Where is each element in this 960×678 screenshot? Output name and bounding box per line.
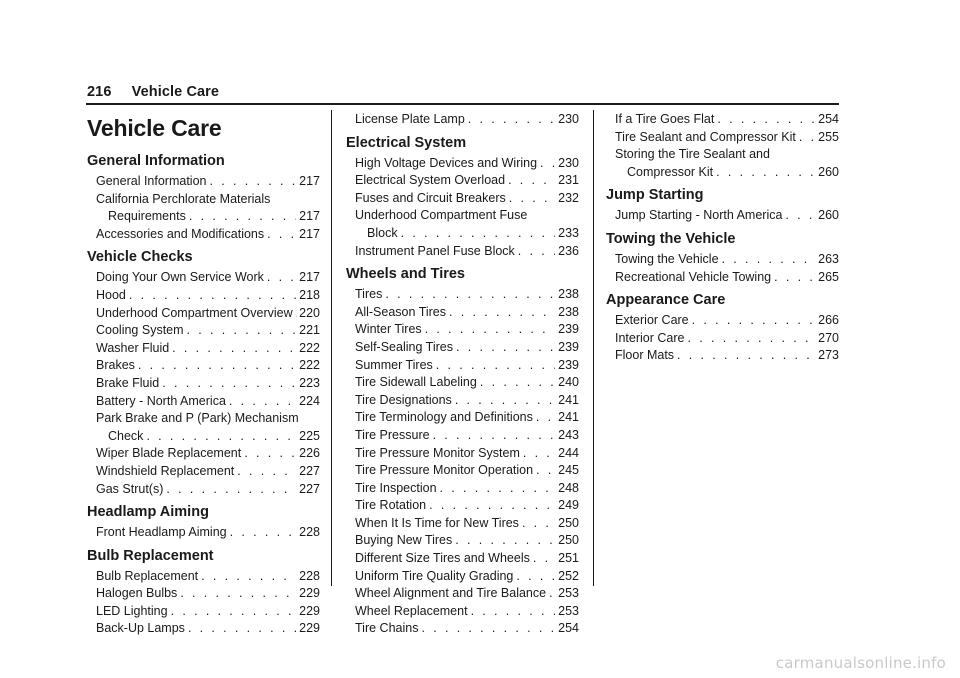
header-title: Vehicle Care xyxy=(131,84,220,100)
section-heading: Bulb Replacement xyxy=(87,547,214,564)
toc-entry-title: Tire Sealant and Compressor Kit xyxy=(615,129,796,144)
section-heading: Towing the Vehicle xyxy=(606,230,736,247)
toc-page-number: 245 xyxy=(558,463,579,478)
toc-page-number: 217 xyxy=(299,226,320,241)
toc-page-number: 265 xyxy=(818,269,839,284)
toc-entry[interactable] xyxy=(87,173,320,191)
toc-page-number: 222 xyxy=(299,358,320,373)
toc-column-1 xyxy=(87,110,320,644)
dot-leader xyxy=(540,155,555,173)
toc-page-number: 229 xyxy=(299,586,320,601)
toc-section xyxy=(87,504,320,542)
toc-entry-title: Doing Your Own Service Work xyxy=(96,270,264,285)
dot-leader xyxy=(201,568,296,586)
dot-leader xyxy=(480,374,555,392)
toc-page-number: 229 xyxy=(299,603,320,618)
toc-entry-title: Battery - North America xyxy=(96,393,226,408)
toc-entry-title: Fuses and Circuit Breakers xyxy=(355,190,506,205)
toc-entry[interactable] xyxy=(606,129,839,147)
toc-entry[interactable] xyxy=(87,357,320,375)
toc-entry[interactable] xyxy=(87,322,320,340)
toc-entry-title: Bulb Replacement xyxy=(96,568,199,583)
toc-page-number: 221 xyxy=(299,323,320,338)
toc-entry[interactable] xyxy=(87,340,320,358)
toc-entry[interactable] xyxy=(87,287,320,305)
toc-section xyxy=(606,231,839,286)
toc-entry[interactable] xyxy=(346,585,579,603)
toc-page-number: 253 xyxy=(558,603,579,618)
dot-leader xyxy=(189,208,296,226)
toc-page-number: 239 xyxy=(558,339,579,354)
dot-leader xyxy=(785,207,815,225)
toc-entry-title: Tire Pressure Monitor System xyxy=(355,445,520,460)
toc-page-number: 228 xyxy=(299,568,320,583)
toc-page-number: 228 xyxy=(299,525,320,540)
dot-leader xyxy=(516,568,555,586)
toc-entry[interactable] xyxy=(606,312,839,330)
dot-leader xyxy=(385,286,555,304)
toc-page-number: 222 xyxy=(299,340,320,355)
toc-section xyxy=(87,153,320,243)
dot-leader xyxy=(209,173,296,191)
toc-entry-title: If a Tire Goes Flat xyxy=(615,112,715,126)
toc-section xyxy=(606,292,839,365)
toc-entry-title: Brake Fluid xyxy=(96,375,160,390)
dot-leader xyxy=(162,375,296,393)
toc-page-number: 226 xyxy=(299,446,320,461)
section-heading: Jump Starting xyxy=(606,187,704,204)
section-heading: Wheels and Tires xyxy=(346,266,465,283)
toc-entry[interactable] xyxy=(87,524,320,542)
toc-section xyxy=(606,187,839,225)
dot-leader xyxy=(687,330,815,348)
toc-entry[interactable] xyxy=(346,392,579,410)
toc-entry[interactable] xyxy=(606,111,839,129)
toc-entry[interactable] xyxy=(606,330,839,348)
toc-page-number: 231 xyxy=(558,173,579,188)
section-heading: Electrical System xyxy=(346,134,467,151)
toc-entry-title: Winter Tires xyxy=(355,322,422,337)
toc-entry-title-cont: Requirements xyxy=(108,209,186,224)
toc-page-number: 251 xyxy=(558,551,579,566)
toc-page-number: 218 xyxy=(299,287,320,302)
dot-leader xyxy=(716,164,815,182)
dot-leader xyxy=(536,462,555,480)
section-heading: Appearance Care xyxy=(606,292,726,309)
toc-entry[interactable] xyxy=(87,620,320,638)
dot-leader xyxy=(774,269,815,287)
toc-entry[interactable] xyxy=(346,532,579,550)
dot-leader xyxy=(717,111,815,129)
toc-page-number: 217 xyxy=(299,174,320,188)
dot-leader xyxy=(455,532,555,550)
dot-leader xyxy=(536,409,555,427)
toc-page-number: 260 xyxy=(818,208,839,223)
toc-entry[interactable] xyxy=(346,111,579,129)
dot-leader xyxy=(180,585,296,603)
toc-entry-title: High Voltage Devices and Wiring xyxy=(355,155,538,170)
toc-page-number: 230 xyxy=(558,155,579,170)
toc-entry[interactable] xyxy=(346,374,579,392)
toc-page-number: 232 xyxy=(558,190,579,205)
toc-entry-title: LED Lighting xyxy=(96,603,168,618)
toc-column-3 xyxy=(606,111,839,371)
toc-page-number: 230 xyxy=(558,112,579,126)
dot-leader xyxy=(188,620,296,638)
toc-entry[interactable] xyxy=(87,463,320,481)
dot-leader xyxy=(692,312,816,330)
toc-entry[interactable] xyxy=(346,321,579,339)
toc-entry[interactable] xyxy=(606,146,839,181)
dot-leader xyxy=(522,515,555,533)
toc-section xyxy=(87,548,320,638)
dot-leader xyxy=(449,304,555,322)
dot-leader xyxy=(471,603,556,621)
toc-entry-title: Tire Terminology and Definitions xyxy=(355,410,533,425)
column-divider-1 xyxy=(331,110,332,586)
toc-page-number: 266 xyxy=(818,313,839,328)
dot-leader xyxy=(518,243,555,261)
toc-entry[interactable] xyxy=(346,550,579,568)
dot-leader xyxy=(421,620,555,638)
toc-section xyxy=(87,249,320,498)
toc-entry[interactable] xyxy=(346,286,579,304)
toc-entry[interactable] xyxy=(346,462,579,480)
toc-entry-title: General Information xyxy=(96,174,207,188)
toc-page-number: 227 xyxy=(299,463,320,478)
toc-entry[interactable] xyxy=(87,226,320,244)
toc-entry-title: Tire Inspection xyxy=(355,480,437,495)
toc-entry-title: Front Headlamp Aiming xyxy=(96,525,227,540)
toc-entry-title: Halogen Bulbs xyxy=(96,586,178,601)
dot-leader xyxy=(509,190,555,208)
toc-section xyxy=(346,266,579,638)
dot-leader xyxy=(799,129,815,147)
toc-page-number: 244 xyxy=(558,445,579,460)
toc-entry-title: Towing the Vehicle xyxy=(615,251,719,266)
toc-entry[interactable] xyxy=(346,603,579,621)
section-heading: General Information xyxy=(87,153,225,169)
toc-entry[interactable] xyxy=(346,515,579,533)
toc-entry-title: When It Is Time for New Tires xyxy=(355,515,519,530)
toc-entry-title: Gas Strut(s) xyxy=(96,481,164,496)
toc-entry-title: Storing the Tire Sealant and xyxy=(615,147,770,162)
toc-page-number: 260 xyxy=(818,164,839,179)
toc-entry-title: Tire Pressure xyxy=(355,427,430,442)
toc-entry-title: Underhood Compartment Overview xyxy=(96,305,293,320)
toc-entry-title-cont: Check xyxy=(108,428,144,443)
toc-entry-title: Park Brake and P (Park) Mechanism xyxy=(96,411,299,426)
dot-leader xyxy=(172,340,296,358)
toc-entry[interactable] xyxy=(346,620,579,638)
toc-entry-title: Back-Up Lamps xyxy=(96,621,185,636)
toc-entry-title: Uniform Tire Quality Grading xyxy=(355,568,514,583)
dot-leader xyxy=(237,463,296,481)
toc-entry-title: Jump Starting - North America xyxy=(615,208,783,223)
toc-entry-title: Electrical System Overload xyxy=(355,173,506,188)
toc-page-number: 273 xyxy=(818,348,839,363)
toc-entry[interactable] xyxy=(346,339,579,357)
toc-page-number: 217 xyxy=(299,209,320,224)
toc-entry[interactable] xyxy=(87,393,320,411)
toc-page-number: 270 xyxy=(818,330,839,345)
toc-page-number: 236 xyxy=(558,243,579,258)
toc-entry-title: Buying New Tires xyxy=(355,533,453,548)
toc-page-number: 249 xyxy=(558,498,579,513)
toc-entry-title: Hood xyxy=(96,287,126,302)
toc-entry-title: All-Season Tires xyxy=(355,304,447,319)
toc-entry-title: Tires xyxy=(355,287,383,302)
dot-leader xyxy=(455,392,555,410)
toc-entry[interactable] xyxy=(606,207,839,225)
dot-leader xyxy=(146,428,296,446)
page-number: 216 xyxy=(87,84,112,100)
toc-entry[interactable] xyxy=(87,410,320,445)
toc-page-number: 225 xyxy=(299,428,320,443)
toc-section xyxy=(606,111,839,181)
dot-leader xyxy=(267,226,296,244)
dot-leader xyxy=(440,480,556,498)
dot-leader xyxy=(549,585,555,603)
toc-page-number: 217 xyxy=(299,270,320,285)
toc-page-number: 223 xyxy=(299,375,320,390)
toc-entry[interactable] xyxy=(346,357,579,375)
toc-entry[interactable] xyxy=(346,304,579,322)
toc-entry-title: Tire Chains xyxy=(355,621,419,636)
toc-entry[interactable] xyxy=(346,568,579,586)
dot-leader xyxy=(229,393,296,411)
toc-column-2 xyxy=(346,111,579,644)
toc-page-number: 238 xyxy=(558,304,579,319)
dot-leader xyxy=(267,269,296,287)
chapter-title: Vehicle Care xyxy=(87,115,222,141)
toc-entry[interactable] xyxy=(87,481,320,499)
toc-entry[interactable] xyxy=(346,445,579,463)
toc-entry[interactable] xyxy=(346,497,579,515)
toc-entry[interactable] xyxy=(87,191,320,226)
toc-entry-title: California Perchlorate Materials xyxy=(96,191,271,206)
toc-entry-title: Washer Fluid xyxy=(96,340,170,355)
toc-page-number: 250 xyxy=(558,533,579,548)
toc-entry-title-cont: Block xyxy=(367,225,398,240)
dot-leader xyxy=(677,347,815,365)
toc-entry[interactable] xyxy=(346,190,579,208)
toc-page-number: 239 xyxy=(558,357,579,372)
toc-page-number: 227 xyxy=(299,481,320,496)
toc-page-number: 241 xyxy=(558,410,579,425)
toc-section xyxy=(346,111,579,129)
toc-entry-title: Exterior Care xyxy=(615,313,689,328)
toc-page-number: 263 xyxy=(818,251,839,266)
toc-entry[interactable] xyxy=(346,207,579,242)
toc-section xyxy=(346,135,579,261)
toc-entry-title: Recreational Vehicle Towing xyxy=(615,269,772,284)
toc-entry-title: Tire Rotation xyxy=(355,498,427,513)
toc-entry[interactable] xyxy=(346,172,579,190)
dot-leader xyxy=(425,321,555,339)
toc-entry[interactable] xyxy=(87,585,320,603)
toc-entry-title: Underhood Compartment Fuse xyxy=(355,208,528,223)
toc-page-number: 241 xyxy=(558,392,579,407)
dot-leader xyxy=(436,357,555,375)
toc-entry-title: Summer Tires xyxy=(355,357,433,372)
toc-page-number: 220 xyxy=(299,305,320,320)
dot-leader xyxy=(429,497,555,515)
toc-entry[interactable] xyxy=(87,603,320,621)
toc-page-number: 240 xyxy=(558,375,579,390)
toc-page-number: 254 xyxy=(818,112,839,126)
toc-page-number: 239 xyxy=(558,322,579,337)
dot-leader xyxy=(456,339,555,357)
dot-leader xyxy=(468,111,555,129)
toc-entry-title: Instrument Panel Fuse Block xyxy=(355,243,515,258)
toc-page-number: 252 xyxy=(558,568,579,583)
dot-leader xyxy=(138,357,296,375)
watermark: carmanualsonline.info xyxy=(775,654,946,672)
toc-entry-title: Tire Sidewall Labeling xyxy=(355,375,477,390)
toc-entry[interactable] xyxy=(87,269,320,287)
toc-entry[interactable] xyxy=(87,445,320,463)
dot-leader xyxy=(171,603,297,621)
toc-page-number: 243 xyxy=(558,427,579,442)
toc-page-number: 233 xyxy=(558,225,579,240)
toc-page-number: 253 xyxy=(558,586,579,601)
dot-leader xyxy=(433,427,556,445)
toc-page-number: 224 xyxy=(299,393,320,408)
toc-entry-title: Wiper Blade Replacement xyxy=(96,446,242,461)
toc-entry-title: Tire Pressure Monitor Operation xyxy=(355,463,534,478)
toc-entry[interactable] xyxy=(346,155,579,173)
toc-entry-title: Brakes xyxy=(96,358,135,373)
toc-entry-title: Windshield Replacement xyxy=(96,463,235,478)
dot-leader xyxy=(129,287,296,305)
toc-entry-title: Wheel Alignment and Tire Balance xyxy=(355,586,547,601)
toc-entry[interactable] xyxy=(346,409,579,427)
toc-page-number: 250 xyxy=(558,515,579,530)
dot-leader xyxy=(296,305,297,323)
toc-entry[interactable] xyxy=(606,347,839,365)
toc-entry[interactable] xyxy=(346,243,579,261)
dot-leader xyxy=(523,445,555,463)
column-divider-2 xyxy=(593,110,594,586)
toc-entry-title: Floor Mats xyxy=(615,348,675,363)
dot-leader xyxy=(401,225,556,243)
toc-entry-title: Interior Care xyxy=(615,330,685,345)
dot-leader xyxy=(508,172,555,190)
toc-entry[interactable] xyxy=(606,251,839,269)
dot-leader xyxy=(722,251,816,269)
toc-entry[interactable] xyxy=(87,375,320,393)
toc-entry-title: Cooling System xyxy=(96,323,184,338)
dot-leader xyxy=(230,524,297,542)
toc-entry-title: Accessories and Modifications xyxy=(96,226,265,241)
toc-entry[interactable] xyxy=(346,427,579,445)
toc-page-number: 255 xyxy=(818,129,839,144)
toc-page-number: 254 xyxy=(558,621,579,636)
toc-entry[interactable] xyxy=(87,568,320,586)
toc-entry-title: Wheel Replacement xyxy=(355,603,468,618)
dot-leader xyxy=(244,445,296,463)
toc-page-number: 229 xyxy=(299,621,320,636)
section-heading: Vehicle Checks xyxy=(87,249,193,266)
toc-entry-title-cont: Compressor Kit xyxy=(627,164,714,179)
toc-entry-title: Different Size Tires and Wheels xyxy=(355,551,530,566)
dot-leader xyxy=(166,481,296,499)
toc-entry-title: Tire Designations xyxy=(355,392,452,407)
section-heading: Headlamp Aiming xyxy=(87,504,209,521)
toc-entry[interactable] xyxy=(606,269,839,287)
toc-page-number: 238 xyxy=(558,287,579,302)
dot-leader xyxy=(533,550,555,568)
toc-entry[interactable] xyxy=(87,305,320,323)
header-rule xyxy=(86,103,839,105)
toc-entry-title: Self-Sealing Tires xyxy=(355,339,453,354)
toc-page-number: 248 xyxy=(558,480,579,495)
page-header xyxy=(87,84,219,100)
toc-entry[interactable] xyxy=(346,480,579,498)
toc-entry-title: License Plate Lamp xyxy=(355,112,465,126)
dot-leader xyxy=(187,322,297,340)
